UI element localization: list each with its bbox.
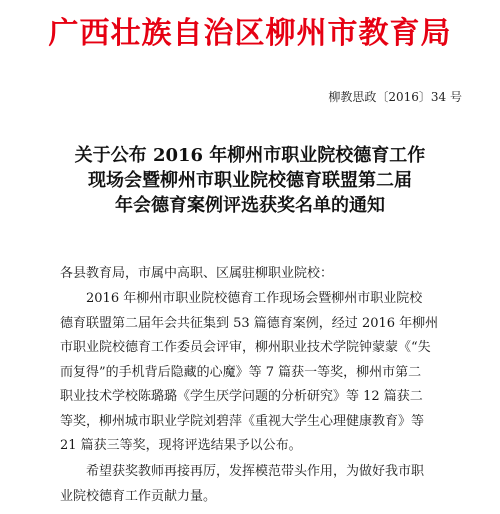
notice-title-line: 年会德育案例评选获奖名单的通知 (115, 195, 385, 216)
paragraph-line: 市职业院校德育工作委员会评审，柳州职业技术学院钟蒙蒙《“失 (60, 340, 431, 355)
paragraph-line: 德育联盟第二届年会共征集到 53 篇德育案例，经过 2016 年柳州 (60, 315, 439, 331)
paragraph-line: 等奖，柳州城市职业学院刘碧萍《重视大学生心理健康教育》等 (60, 413, 425, 429)
paragraph-line: 希望获奖教师再接再厉，发挥模范带头作用，为做好我市职 (86, 464, 425, 479)
salutation: 各县教育局，市属中高职、区属驻柳职业院校： (60, 266, 334, 281)
paragraph-line: 职业技术学校陈璐璐《学生厌学问题的分析研究》等 12 篇获二 (60, 389, 423, 404)
paragraph-line: 而复得”的手机背后隐藏的心魔》等 7 篇获一等奖，柳州市第二 (60, 364, 422, 380)
paragraph-line: 业院校德育工作贡献力量。 (60, 488, 217, 504)
org-header-title: 广西壮族自治区柳州市教育局 (48, 16, 452, 51)
notice-title (0, 143, 500, 218)
notice-title-line: 关于公布 2016 年柳州市职业院校德育工作 (74, 145, 426, 166)
body-paragraph-1 (60, 287, 450, 459)
paragraph-line: 2016 年柳州市职业院校德育工作现场会暨柳州市职业院校 (86, 291, 423, 306)
body-paragraph-2 (60, 460, 450, 509)
paragraph-line: 21 篇获三等奖，现将评选结果予以公布。 (60, 438, 302, 453)
notice-title-line: 现场会暨柳州市职业院校德育联盟第二届 (88, 170, 412, 191)
document-number: 柳教思政〔2016〕34 号 (328, 90, 462, 104)
